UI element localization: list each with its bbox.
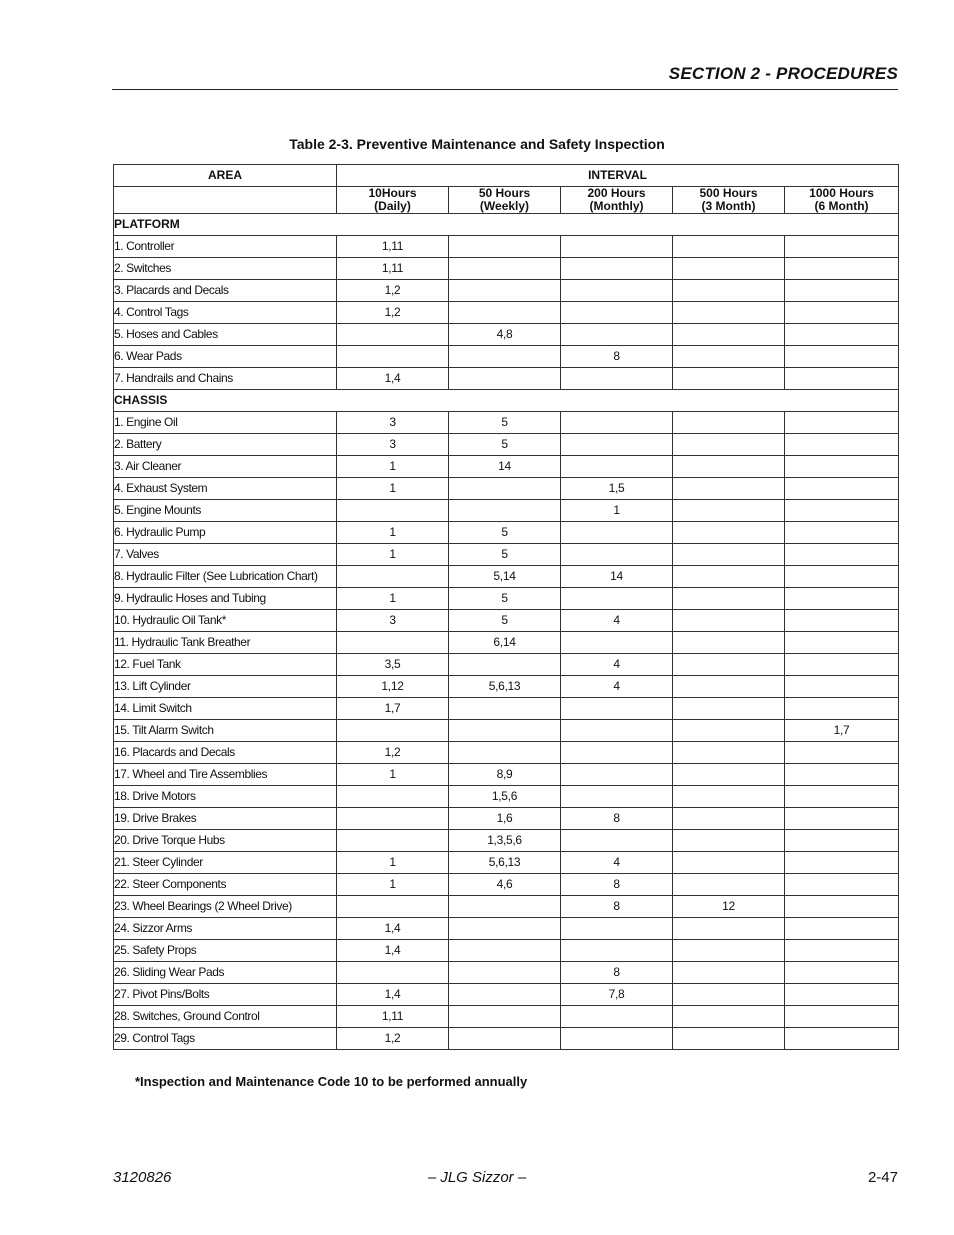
table-row xyxy=(114,632,899,654)
table-row xyxy=(114,566,899,588)
interval-cell: 1,2 xyxy=(337,1028,449,1050)
interval-cell: 1,12 xyxy=(337,676,449,698)
interval-cell: 4 xyxy=(561,852,673,874)
interval-cell xyxy=(673,962,785,984)
area-cell: 10. Hydraulic Oil Tank* xyxy=(114,610,337,632)
interval-cell: 1,7 xyxy=(337,698,449,720)
interval-cell xyxy=(561,698,673,720)
interval-cell xyxy=(449,720,561,742)
interval-cell: 8 xyxy=(561,346,673,368)
interval-cell: 8,9 xyxy=(449,764,561,786)
interval-cell: 8 xyxy=(561,896,673,918)
interval-cell xyxy=(785,918,899,940)
interval-cell xyxy=(673,984,785,1006)
interval-cell xyxy=(673,742,785,764)
interval-cell xyxy=(673,412,785,434)
header-row-top xyxy=(114,165,899,187)
interval-cell: 4 xyxy=(561,654,673,676)
interval-cell xyxy=(785,368,899,390)
interval-cell: 5,6,13 xyxy=(449,676,561,698)
interval-cell xyxy=(673,676,785,698)
interval-cell: 4 xyxy=(561,676,673,698)
interval-cell xyxy=(785,654,899,676)
interval-cell xyxy=(673,918,785,940)
table-row xyxy=(114,368,899,390)
interval-col-header: 10Hours (Daily) xyxy=(337,187,449,214)
interval-cell xyxy=(785,874,899,896)
interval-cell xyxy=(673,632,785,654)
table-row xyxy=(114,874,899,896)
interval-cell xyxy=(561,236,673,258)
interval-cell: 1 xyxy=(337,478,449,500)
interval-col-header: 1000 Hours (6 Month) xyxy=(785,187,899,214)
interval-cell xyxy=(785,764,899,786)
table-row xyxy=(114,742,899,764)
interval-cell xyxy=(785,566,899,588)
interval-cell xyxy=(673,544,785,566)
interval-cell xyxy=(561,632,673,654)
table-row xyxy=(114,852,899,874)
interval-cell xyxy=(673,478,785,500)
table-row xyxy=(114,830,899,852)
interval-cell xyxy=(785,698,899,720)
interval-cell: 5 xyxy=(449,544,561,566)
interval-cell xyxy=(561,280,673,302)
area-cell: 1. Engine Oil xyxy=(114,412,337,434)
interval-cell: 5,6,13 xyxy=(449,852,561,874)
interval-cell xyxy=(785,346,899,368)
interval-cell xyxy=(561,368,673,390)
area-cell: 21. Steer Cylinder xyxy=(114,852,337,874)
interval-cell xyxy=(673,522,785,544)
interval-cell xyxy=(561,544,673,566)
interval-cell xyxy=(449,984,561,1006)
area-cell: 5. Engine Mounts xyxy=(114,500,337,522)
interval-cell: 1,2 xyxy=(337,280,449,302)
interval-cell xyxy=(673,566,785,588)
section-row xyxy=(114,214,899,236)
interval-cell: 5,14 xyxy=(449,566,561,588)
interval-cell xyxy=(673,1006,785,1028)
page-number: 2-47 xyxy=(867,1169,898,1186)
interval-cell xyxy=(785,302,899,324)
interval-cell xyxy=(673,302,785,324)
interval-cell xyxy=(337,566,449,588)
interval-cell xyxy=(673,500,785,522)
interval-cell: 1 xyxy=(337,522,449,544)
interval-cell xyxy=(449,698,561,720)
interval-cell xyxy=(785,324,899,346)
area-cell: 9. Hydraulic Hoses and Tubing xyxy=(114,588,337,610)
header-divider xyxy=(112,89,898,90)
interval-cell xyxy=(785,434,899,456)
interval-cell xyxy=(337,786,449,808)
area-cell: 16. Placards and Decals xyxy=(114,742,337,764)
interval-cell: 8 xyxy=(561,874,673,896)
interval-cell xyxy=(673,852,785,874)
area-cell: 6. Hydraulic Pump xyxy=(114,522,337,544)
interval-cell xyxy=(561,258,673,280)
interval-cell xyxy=(785,830,899,852)
interval-cell: 1 xyxy=(337,852,449,874)
interval-cell xyxy=(561,940,673,962)
interval-cell xyxy=(785,236,899,258)
interval-cell xyxy=(561,764,673,786)
interval-cell xyxy=(561,1028,673,1050)
interval-cell xyxy=(785,632,899,654)
area-cell: 17. Wheel and Tire Assemblies xyxy=(114,764,337,786)
interval-cell xyxy=(337,962,449,984)
interval-cell xyxy=(561,918,673,940)
interval-cell xyxy=(785,742,899,764)
table-row xyxy=(114,280,899,302)
interval-cell xyxy=(785,456,899,478)
table-body xyxy=(114,214,899,1050)
table-row xyxy=(114,346,899,368)
interval-cell: 8 xyxy=(561,808,673,830)
interval-cell xyxy=(785,984,899,1006)
interval-cell xyxy=(673,874,785,896)
interval-cell xyxy=(449,346,561,368)
interval-cell xyxy=(337,500,449,522)
area-cell: 3. Placards and Decals xyxy=(114,280,337,302)
interval-cell xyxy=(561,830,673,852)
interval-cell: 1,11 xyxy=(337,1006,449,1028)
interval-cell xyxy=(561,786,673,808)
interval-cell: 3 xyxy=(337,412,449,434)
interval-cell: 4,6 xyxy=(449,874,561,896)
table-row xyxy=(114,654,899,676)
area-cell: 5. Hoses and Cables xyxy=(114,324,337,346)
interval-cell xyxy=(449,918,561,940)
table-row xyxy=(114,610,899,632)
interval-cell: 6,14 xyxy=(449,632,561,654)
interval-cell xyxy=(449,280,561,302)
interval-cell: 1,5,6 xyxy=(449,786,561,808)
interval-cell xyxy=(449,478,561,500)
area-cell: 19. Drive Brakes xyxy=(114,808,337,830)
interval-cell xyxy=(337,632,449,654)
area-cell: 4. Control Tags xyxy=(114,302,337,324)
interval-header: INTERVAL xyxy=(337,165,899,187)
interval-cell: 14 xyxy=(449,456,561,478)
maintenance-table xyxy=(113,164,899,1050)
interval-cell: 1 xyxy=(337,764,449,786)
area-cell: 7. Valves xyxy=(114,544,337,566)
interval-cell xyxy=(673,808,785,830)
section-label: CHASSIS xyxy=(114,390,899,412)
table-row xyxy=(114,764,899,786)
interval-cell xyxy=(673,434,785,456)
interval-cell xyxy=(449,368,561,390)
interval-cell xyxy=(449,1028,561,1050)
interval-cell: 1,7 xyxy=(785,720,899,742)
interval-cell xyxy=(785,478,899,500)
interval-cell xyxy=(449,258,561,280)
interval-col-header: 500 Hours (3 Month) xyxy=(673,187,785,214)
interval-cell xyxy=(785,258,899,280)
interval-cell: 1,6 xyxy=(449,808,561,830)
interval-cell xyxy=(673,346,785,368)
interval-cell xyxy=(673,1028,785,1050)
header-row-intervals xyxy=(114,187,899,214)
interval-cell xyxy=(785,1006,899,1028)
doc-number: 3120826 xyxy=(113,1169,172,1186)
interval-cell xyxy=(449,236,561,258)
interval-cell xyxy=(785,852,899,874)
interval-cell xyxy=(449,302,561,324)
interval-cell: 5 xyxy=(449,434,561,456)
area-cell: 2. Switches xyxy=(114,258,337,280)
area-cell: 28. Switches, Ground Control xyxy=(114,1006,337,1028)
area-cell: 26. Sliding Wear Pads xyxy=(114,962,337,984)
interval-cell xyxy=(785,588,899,610)
interval-cell xyxy=(449,896,561,918)
section-title: SECTION 2 - PROCEDURES xyxy=(668,64,898,83)
interval-cell xyxy=(337,808,449,830)
table-row xyxy=(114,500,899,522)
interval-cell: 3,5 xyxy=(337,654,449,676)
table-row xyxy=(114,808,899,830)
interval-cell xyxy=(673,324,785,346)
area-cell: 6. Wear Pads xyxy=(114,346,337,368)
table-row xyxy=(114,786,899,808)
table-row xyxy=(114,1006,899,1028)
interval-cell xyxy=(673,280,785,302)
interval-cell: 1,5 xyxy=(561,478,673,500)
interval-col-header: 200 Hours (Monthly) xyxy=(561,187,673,214)
interval-cell: 1,11 xyxy=(337,258,449,280)
interval-cell xyxy=(785,522,899,544)
interval-cell xyxy=(785,412,899,434)
table-row xyxy=(114,434,899,456)
area-header: AREA xyxy=(114,165,337,187)
area-cell: 27. Pivot Pins/Bolts xyxy=(114,984,337,1006)
area-cell: 3. Air Cleaner xyxy=(114,456,337,478)
interval-cell xyxy=(337,830,449,852)
interval-cell xyxy=(337,720,449,742)
interval-cell xyxy=(449,654,561,676)
area-cell: 2. Battery xyxy=(114,434,337,456)
interval-cell xyxy=(337,896,449,918)
table-row xyxy=(114,984,899,1006)
interval-cell: 12 xyxy=(673,896,785,918)
area-cell: 20. Drive Torque Hubs xyxy=(114,830,337,852)
table-row xyxy=(114,522,899,544)
interval-cell xyxy=(449,742,561,764)
interval-cell: 1,2 xyxy=(337,742,449,764)
interval-cell xyxy=(785,280,899,302)
interval-cell xyxy=(673,456,785,478)
interval-cell xyxy=(673,786,785,808)
interval-cell xyxy=(785,786,899,808)
area-cell: 11. Hydraulic Tank Breather xyxy=(114,632,337,654)
interval-cell xyxy=(785,500,899,522)
table-row xyxy=(114,258,899,280)
area-cell: 8. Hydraulic Filter (See Lubrication Chart) xyxy=(114,566,337,588)
interval-cell xyxy=(561,742,673,764)
footnote: *Inspection and Maintenance Code 10 to be performed annually xyxy=(135,1074,528,1089)
area-cell: 4. Exhaust System xyxy=(114,478,337,500)
interval-cell xyxy=(673,654,785,676)
interval-cell xyxy=(673,368,785,390)
interval-cell: 1 xyxy=(337,588,449,610)
interval-cell xyxy=(673,588,785,610)
table-row xyxy=(114,324,899,346)
table-row xyxy=(114,456,899,478)
interval-cell xyxy=(673,940,785,962)
interval-cell: 1,4 xyxy=(337,368,449,390)
interval-cell xyxy=(561,412,673,434)
table-row xyxy=(114,236,899,258)
table-row xyxy=(114,478,899,500)
interval-cell xyxy=(785,676,899,698)
interval-cell xyxy=(673,610,785,632)
area-cell: 15. Tilt Alarm Switch xyxy=(114,720,337,742)
interval-cell: 1 xyxy=(337,456,449,478)
interval-cell: 5 xyxy=(449,610,561,632)
area-cell: 1. Controller xyxy=(114,236,337,258)
table-row xyxy=(114,962,899,984)
interval-cell: 4,8 xyxy=(449,324,561,346)
table-row xyxy=(114,544,899,566)
interval-cell: 1,4 xyxy=(337,918,449,940)
table-row xyxy=(114,940,899,962)
table-row xyxy=(114,896,899,918)
table-row xyxy=(114,1028,899,1050)
interval-cell xyxy=(785,610,899,632)
interval-cell xyxy=(561,434,673,456)
interval-cell xyxy=(673,764,785,786)
area-cell: 13. Lift Cylinder xyxy=(114,676,337,698)
area-header-blank xyxy=(114,187,337,214)
interval-cell: 3 xyxy=(337,434,449,456)
interval-cell xyxy=(561,588,673,610)
section-row xyxy=(114,390,899,412)
interval-cell xyxy=(449,500,561,522)
area-cell: 22. Steer Components xyxy=(114,874,337,896)
table-row xyxy=(114,676,899,698)
interval-cell: 1,11 xyxy=(337,236,449,258)
interval-cell xyxy=(449,940,561,962)
area-cell: 18. Drive Motors xyxy=(114,786,337,808)
interval-cell xyxy=(449,962,561,984)
area-cell: 29. Control Tags xyxy=(114,1028,337,1050)
table-row xyxy=(114,412,899,434)
interval-cell: 1,3,5,6 xyxy=(449,830,561,852)
interval-cell xyxy=(337,324,449,346)
interval-cell xyxy=(337,346,449,368)
area-cell: 14. Limit Switch xyxy=(114,698,337,720)
table-row xyxy=(114,698,899,720)
interval-cell xyxy=(673,720,785,742)
table-row xyxy=(114,720,899,742)
interval-cell: 7,8 xyxy=(561,984,673,1006)
interval-cell xyxy=(561,720,673,742)
interval-cell xyxy=(673,258,785,280)
interval-cell: 5 xyxy=(449,522,561,544)
interval-cell: 1 xyxy=(561,500,673,522)
interval-cell xyxy=(561,302,673,324)
interval-cell: 4 xyxy=(561,610,673,632)
interval-cell: 5 xyxy=(449,412,561,434)
interval-cell xyxy=(561,324,673,346)
interval-cell xyxy=(673,236,785,258)
interval-cell xyxy=(673,698,785,720)
area-cell: 7. Handrails and Chains xyxy=(114,368,337,390)
interval-cell xyxy=(785,962,899,984)
interval-cell: 1,4 xyxy=(337,984,449,1006)
interval-cell: 14 xyxy=(561,566,673,588)
interval-cell: 8 xyxy=(561,962,673,984)
interval-cell: 1 xyxy=(337,874,449,896)
interval-cell xyxy=(785,896,899,918)
area-cell: 12. Fuel Tank xyxy=(114,654,337,676)
area-cell: 25. Safety Props xyxy=(114,940,337,962)
interval-cell xyxy=(561,456,673,478)
interval-cell xyxy=(561,1006,673,1028)
area-cell: 23. Wheel Bearings (2 Wheel Drive) xyxy=(114,896,337,918)
interval-cell xyxy=(449,1006,561,1028)
interval-cell xyxy=(785,1028,899,1050)
table-row xyxy=(114,302,899,324)
area-cell: 24. Sizzor Arms xyxy=(114,918,337,940)
interval-cell: 1,4 xyxy=(337,940,449,962)
table-row xyxy=(114,588,899,610)
interval-cell xyxy=(673,830,785,852)
interval-cell xyxy=(785,544,899,566)
table-row xyxy=(114,918,899,940)
interval-cell xyxy=(785,808,899,830)
interval-cell: 1 xyxy=(337,544,449,566)
interval-cell: 5 xyxy=(449,588,561,610)
interval-cell xyxy=(561,522,673,544)
interval-cell: 1,2 xyxy=(337,302,449,324)
table-title: Table 2-3. Preventive Maintenance and Safety Inspection xyxy=(289,136,665,152)
interval-cell xyxy=(785,940,899,962)
interval-col-header: 50 Hours (Weekly) xyxy=(449,187,561,214)
footer-title: – JLG Sizzor – xyxy=(427,1169,527,1186)
section-label: PLATFORM xyxy=(114,214,899,236)
interval-cell: 3 xyxy=(337,610,449,632)
